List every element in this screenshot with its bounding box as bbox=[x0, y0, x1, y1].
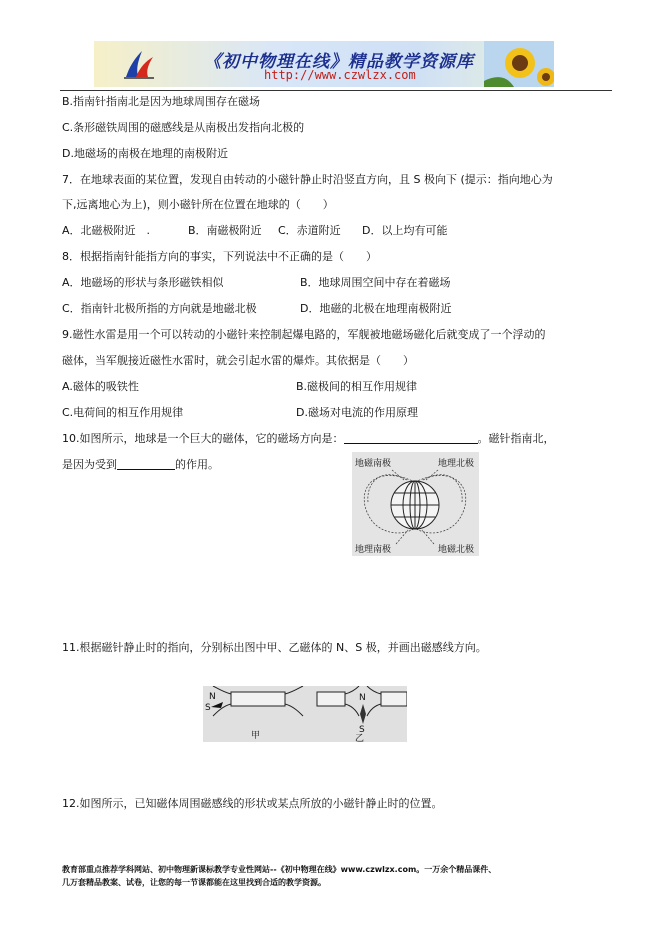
q7-option-a: A．北磁极附近 . bbox=[62, 224, 151, 237]
q8-stem: 8．根据指南针能指方向的事实，下列说法中不正确的是（ ） bbox=[62, 250, 377, 263]
q7-option-b: B．南磁极附近 bbox=[188, 224, 262, 237]
needle-label-n-right: N bbox=[359, 693, 366, 703]
q12-stem: 12.如图所示，已知磁体周围磁感线的形状或某点所放的小磁针静止时的位置。 bbox=[62, 797, 443, 810]
q8-option-d: D．地磁的北极在地理南极附近 bbox=[300, 302, 452, 315]
header-banner bbox=[94, 41, 554, 87]
magnets-figure bbox=[203, 686, 407, 742]
q10-text-4: 的作用。 bbox=[175, 458, 219, 471]
q10-text-3: 是因为受到 bbox=[62, 458, 117, 471]
sunflower-icon bbox=[484, 41, 554, 87]
q10-stem-line2 bbox=[62, 458, 219, 472]
q9-option-c: C.电荷间的相互作用规律 bbox=[62, 406, 184, 419]
q10-answer-blank-2[interactable] bbox=[117, 458, 175, 470]
q8-option-b: B．地球周围空间中存在着磁场 bbox=[300, 276, 451, 289]
fig-label-magnetic-north: 地磁北极 bbox=[438, 545, 475, 555]
q9-option-b: B.磁极间的相互作用规律 bbox=[296, 380, 418, 393]
needle-label-s-right: S bbox=[359, 725, 365, 735]
q6-option-d: D.地磁场的南极在地理的南极附近 bbox=[62, 147, 228, 160]
q10-text-1: 10.如图所示，地球是一个巨大的磁体，它的磁场方向是： bbox=[62, 432, 344, 445]
site-url[interactable]: http://www.czwlzx.com bbox=[264, 68, 416, 82]
q7-option-c: C．赤道附近 bbox=[278, 224, 341, 237]
q10-answer-blank-1[interactable] bbox=[344, 432, 478, 444]
q9-stem-line2: 磁体，当军舰接近磁性水雷时，就会引起水雷的爆炸。其依据是（ ） bbox=[62, 354, 414, 367]
header-rule bbox=[60, 90, 612, 91]
globe-icon bbox=[391, 481, 439, 529]
fig-label-yi: 乙 bbox=[355, 734, 365, 742]
site-title: 《初中物理在线》精品教学资源库 bbox=[204, 52, 474, 72]
q7-stem-line1: 7．在地球表面的某位置，发现自由转动的小磁针静止时沿竖直方向，且 S 极向下 (提示：指向地心为 bbox=[62, 173, 553, 186]
fig-label-geographic-south: 地理南极 bbox=[355, 545, 392, 555]
footer-line-1: 教育部重点推荐学科网站、初中物理新课标教学专业性网站--《初中物理在线》www.czwlzx.com。一万余个精品课件、 bbox=[62, 865, 497, 874]
q6-option-c: C.条形磁铁周围的磁感线是从南极出发指向北极的 bbox=[62, 121, 305, 134]
footer-line-2: 几万套精品教案、试卷，让您的每一节课都能在这里找到合适的教学资源。 bbox=[62, 878, 326, 887]
fig-label-geographic-north: 地理北极 bbox=[438, 459, 475, 469]
q11-stem: 11.根据磁针静止时的指向，分别标出图中甲、乙磁体的 N、S 极，并画出磁感线方向。 bbox=[62, 641, 487, 654]
q8-option-a: A．地磁场的形状与条形磁铁相似 bbox=[62, 276, 224, 289]
needle-label-n-left: N bbox=[209, 692, 216, 702]
fig-label-jia: 甲 bbox=[251, 731, 261, 741]
q7-stem-line2: 下,远离地心为上)，则小磁针所在位置在地球的（ ） bbox=[62, 198, 334, 211]
q9-stem-line1: 9.磁性水雷是用一个可以转动的小磁针来控制起爆电路的，军舰被地磁场磁化后就变成了一个浮动的 bbox=[62, 328, 546, 341]
q7-option-d: D．以上均有可能 bbox=[362, 224, 448, 237]
q8-option-c: C．指南针北极所指的方向就是地磁北极 bbox=[62, 302, 257, 315]
needle-label-s-left: S bbox=[205, 703, 211, 713]
logo-icon bbox=[122, 47, 156, 81]
q9-option-a: A.磁体的吸铁性 bbox=[62, 380, 139, 393]
q10-stem-line1 bbox=[62, 432, 555, 446]
q6-option-b: B.指南针指南北是因为地球周围存在磁场 bbox=[62, 95, 261, 108]
q9-option-d: D.磁场对电流的作用原理 bbox=[296, 406, 418, 419]
q10-text-2: 。磁针指南北， bbox=[477, 432, 555, 445]
fig-label-magnetic-south: 地磁南极 bbox=[355, 459, 392, 469]
earth-magnetic-field-figure bbox=[352, 452, 479, 556]
